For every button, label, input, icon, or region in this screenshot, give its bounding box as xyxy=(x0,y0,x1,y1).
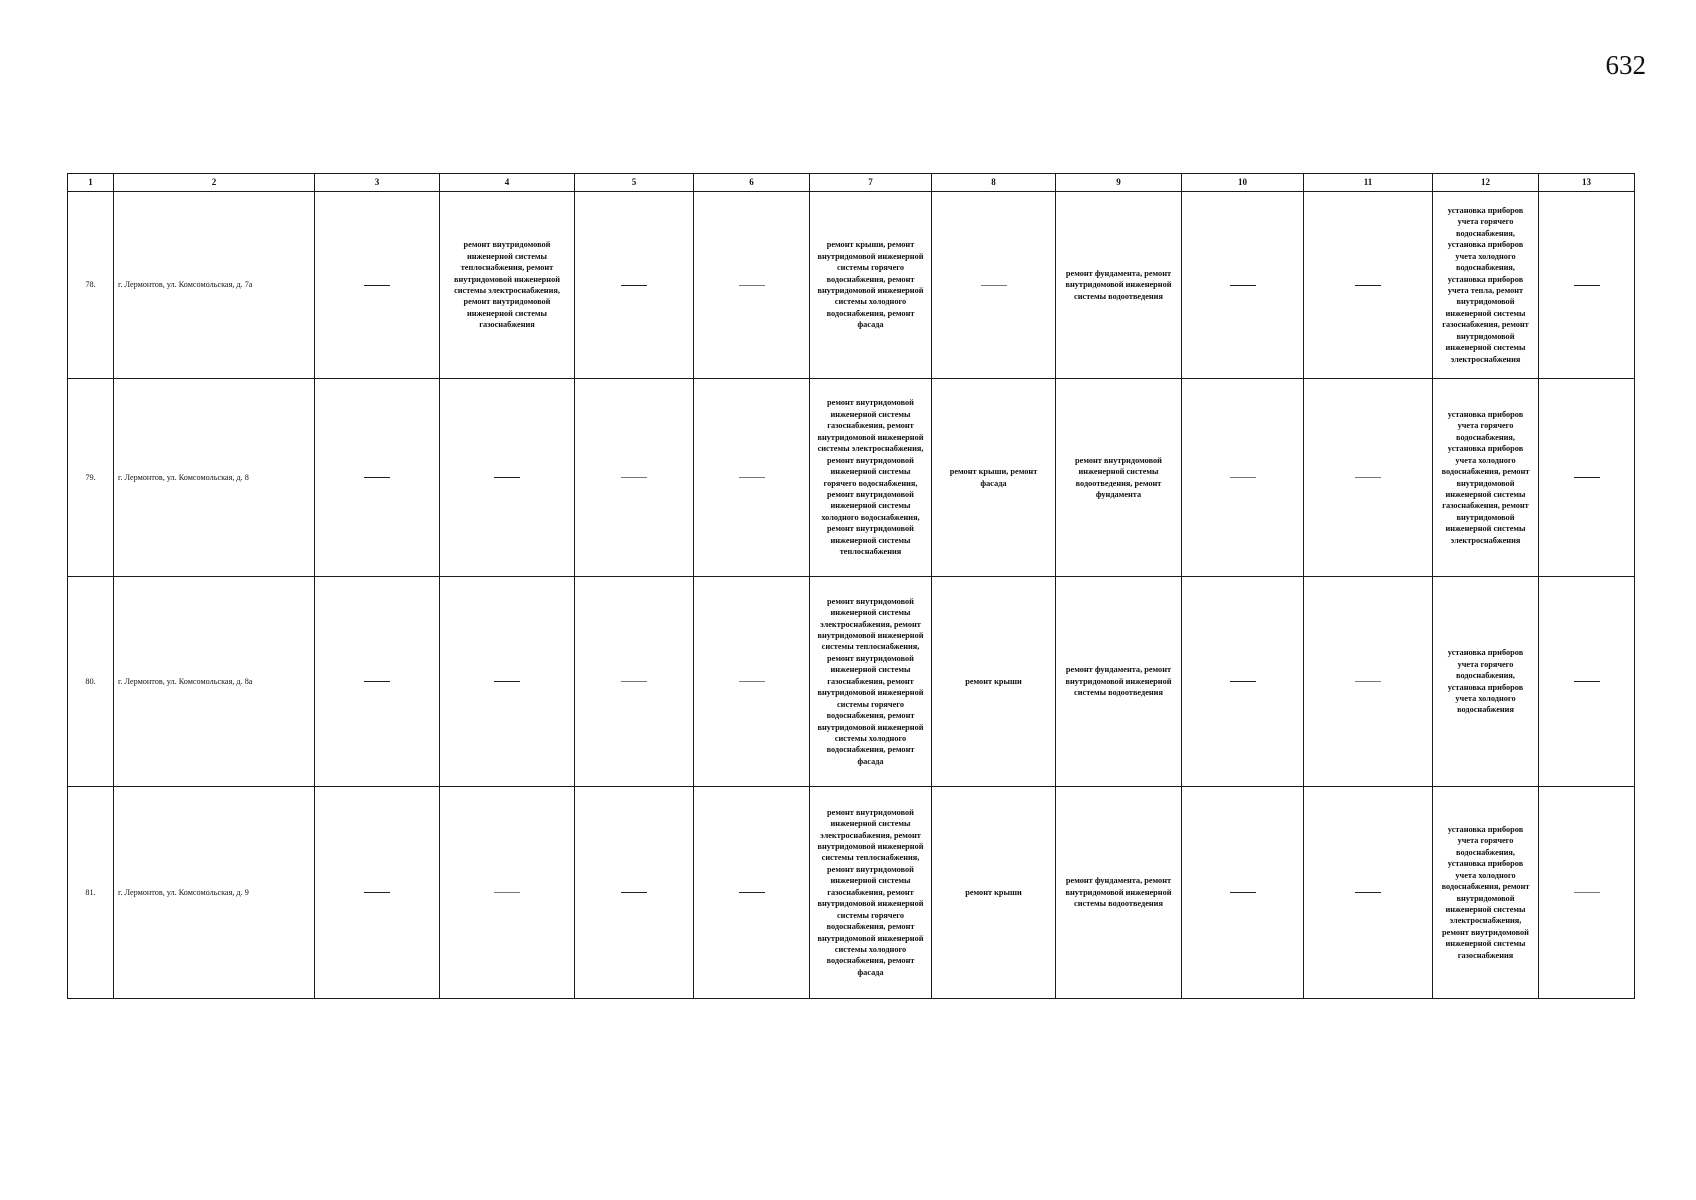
table-row xyxy=(68,192,1635,379)
dash-mark xyxy=(739,681,765,682)
column-header: 2 xyxy=(114,174,315,192)
column-header: 11 xyxy=(1304,174,1433,192)
cell-col13 xyxy=(1539,787,1635,999)
dash-mark xyxy=(1355,892,1381,893)
cell-col11 xyxy=(1304,379,1433,577)
cell-col7: ремонт крыши, ремонт внутридомовой инженерной системы горячего водоснабжения, ремонт внутридомовой инженерной системы холодного водоснабжения, ремонт фасада xyxy=(810,192,932,379)
repair-works-table xyxy=(67,173,1635,999)
column-header: 7 xyxy=(810,174,932,192)
column-header: 9 xyxy=(1056,174,1182,192)
dash-mark xyxy=(621,285,647,286)
cell-col6 xyxy=(694,192,810,379)
table-row xyxy=(68,379,1635,577)
cell-col10 xyxy=(1182,787,1304,999)
cell-col4 xyxy=(440,577,575,787)
cell-col11 xyxy=(1304,192,1433,379)
cell-col10 xyxy=(1182,379,1304,577)
dash-mark xyxy=(621,681,647,682)
cell-col9: ремонт фундамента, ремонт внутридомовой инженерной системы водоотведения xyxy=(1056,192,1182,379)
dash-mark xyxy=(1355,681,1381,682)
cell-col8: ремонт крыши, ремонт фасада xyxy=(932,379,1056,577)
dash-mark xyxy=(981,285,1007,286)
dash-mark xyxy=(1230,477,1256,478)
cell-col5 xyxy=(575,577,694,787)
cell-col7: ремонт внутридомовой инженерной системы электроснабжения, ремонт внутридомовой инженерной системы теплоснабжения, ремонт внутридомовой инженерной системы газоснабжения, ремонт внутридомовой инженерной системы горячего водоснабжения, ремонт внутридомовой инженерной системы холодного водоснабжения, ремонт фасада xyxy=(810,577,932,787)
cell-col9: ремонт внутридомовой инженерной системы водоотведения, ремонт фундамента xyxy=(1056,379,1182,577)
dash-mark xyxy=(739,477,765,478)
dash-mark xyxy=(1230,681,1256,682)
column-header: 12 xyxy=(1433,174,1539,192)
cell-col10 xyxy=(1182,577,1304,787)
row-number: 78. xyxy=(68,192,114,379)
cell-col3 xyxy=(315,577,440,787)
dash-mark xyxy=(739,285,765,286)
cell-col5 xyxy=(575,379,694,577)
cell-col5 xyxy=(575,787,694,999)
column-header: 10 xyxy=(1182,174,1304,192)
page-number: 632 xyxy=(1605,50,1646,80)
cell-col12: установка приборов учета горячего водоснабжения, установка приборов учета холодного водоснабжения, установка приборов учета тепла, ремонт внутридомовой инженерной системы газоснабжения, ремонт внутридомовой инженерной системы электроснабжения xyxy=(1433,192,1539,379)
column-header: 13 xyxy=(1539,174,1635,192)
dash-mark xyxy=(1574,681,1600,682)
dash-mark xyxy=(739,892,765,893)
dash-mark xyxy=(364,285,390,286)
cell-col4: ремонт внутридомовой инженерной системы теплоснабжения, ремонт внутридомовой инженерной системы электроснабжения, ремонт внутридомовой инженерной системы газоснабжения xyxy=(440,192,575,379)
cell-col8: ремонт крыши xyxy=(932,787,1056,999)
cell-col3 xyxy=(315,379,440,577)
column-header: 1 xyxy=(68,174,114,192)
address-cell: г. Лермонтов, ул. Комсомольская, д. 8 xyxy=(114,379,315,577)
cell-col7: ремонт внутридомовой инженерной системы газоснабжения, ремонт внутридомовой инженерной системы электроснабжения, ремонт внутридомовой инженерной системы горячего водоснабжения, ремонт внутридомовой инженерной системы холодного водоснабжения, ремонт внутридомовой инженерной системы теплоснабжения xyxy=(810,379,932,577)
dash-mark xyxy=(494,477,520,478)
table-row xyxy=(68,787,1635,999)
cell-col13 xyxy=(1539,577,1635,787)
dash-mark xyxy=(494,892,520,893)
dash-mark xyxy=(364,681,390,682)
dash-mark xyxy=(1230,285,1256,286)
dash-mark xyxy=(1574,285,1600,286)
address-cell: г. Лермонтов, ул. Комсомольская, д. 7а xyxy=(114,192,315,379)
address-cell: г. Лермонтов, ул. Комсомольская, д. 8а xyxy=(114,577,315,787)
column-header: 3 xyxy=(315,174,440,192)
row-number: 81. xyxy=(68,787,114,999)
cell-col4 xyxy=(440,787,575,999)
cell-col11 xyxy=(1304,787,1433,999)
dash-mark xyxy=(621,477,647,478)
column-header: 5 xyxy=(575,174,694,192)
dash-mark xyxy=(364,477,390,478)
cell-col3 xyxy=(315,787,440,999)
table-row xyxy=(68,577,1635,787)
cell-col12: установка приборов учета горячего водоснабжения, установка приборов учета холодного водоснабжения, ремонт внутридомовой инженерной системы газоснабжения, ремонт внутридомовой инженерной системы электроснабжения xyxy=(1433,379,1539,577)
dash-mark xyxy=(1230,892,1256,893)
column-header: 6 xyxy=(694,174,810,192)
dash-mark xyxy=(494,681,520,682)
cell-col9: ремонт фундамента, ремонт внутридомовой инженерной системы водоотведения xyxy=(1056,787,1182,999)
column-header: 4 xyxy=(440,174,575,192)
cell-col10 xyxy=(1182,192,1304,379)
address-cell: г. Лермонтов, ул. Комсомольская, д. 9 xyxy=(114,787,315,999)
cell-col3 xyxy=(315,192,440,379)
dash-mark xyxy=(1355,477,1381,478)
cell-col8 xyxy=(932,192,1056,379)
cell-col4 xyxy=(440,379,575,577)
cell-col6 xyxy=(694,577,810,787)
cell-col6 xyxy=(694,379,810,577)
dash-mark xyxy=(621,892,647,893)
dash-mark xyxy=(1574,892,1600,893)
column-number-row xyxy=(68,174,1635,192)
cell-col6 xyxy=(694,787,810,999)
column-header: 8 xyxy=(932,174,1056,192)
row-number: 79. xyxy=(68,379,114,577)
cell-col7: ремонт внутридомовой инженерной системы электроснабжения, ремонт внутридомовой инженерной системы теплоснабжения, ремонт внутридомовой инженерной системы газоснабжения, ремонт внутридомовой инженерной системы горячего водоснабжения, ремонт внутридомовой инженерной системы холодного водоснабжения, ремонт фасада xyxy=(810,787,932,999)
cell-col11 xyxy=(1304,577,1433,787)
cell-col5 xyxy=(575,192,694,379)
cell-col8: ремонт крыши xyxy=(932,577,1056,787)
cell-col12: установка приборов учета горячего водоснабжения, установка приборов учета холодного водоснабжения, ремонт внутридомовой инженерной системы электроснабжения, ремонт внутридомовой инженерной системы газоснабжения xyxy=(1433,787,1539,999)
cell-col13 xyxy=(1539,192,1635,379)
dash-mark xyxy=(364,892,390,893)
dash-mark xyxy=(1355,285,1381,286)
cell-col13 xyxy=(1539,379,1635,577)
cell-col12: установка приборов учета горячего водоснабжения, установка приборов учета холодного водоснабжения xyxy=(1433,577,1539,787)
dash-mark xyxy=(1574,477,1600,478)
row-number: 80. xyxy=(68,577,114,787)
cell-col9: ремонт фундамента, ремонт внутридомовой инженерной системы водоотведения xyxy=(1056,577,1182,787)
